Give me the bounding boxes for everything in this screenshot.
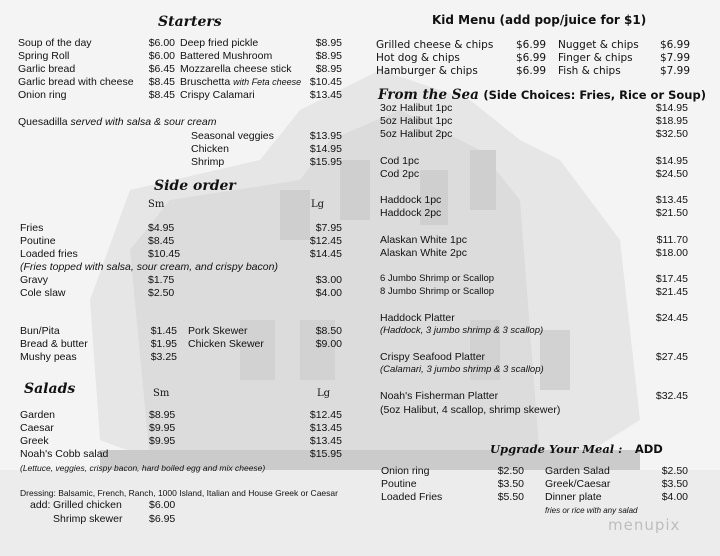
kid-item-price: $6.99: [516, 39, 547, 51]
starter-price: $6.00: [148, 37, 175, 49]
side-sm-price: $1.75: [148, 274, 175, 286]
upgrade-heading: [490, 440, 663, 458]
upgrade-price: $3.50: [497, 478, 524, 490]
starter-price: $8.95: [315, 37, 342, 49]
sea-item-name: 5oz Halibut 1pc: [380, 115, 453, 127]
sea-item-name: 3oz Halibut 1pc: [380, 102, 453, 114]
sea-item-name: Cod 2pc: [380, 168, 420, 180]
kid-item-price: $6.99: [516, 65, 547, 77]
cobb-salad-note: (Lettuce, veggies, crispy bacon, hard boiled egg and mix cheese): [20, 463, 266, 473]
sea-item-name: 6 Jumbo Shrimp or Scallop: [380, 273, 495, 284]
haddock-platter-note: (Haddock, 3 jumbo shrimp & 3 scallop): [380, 325, 544, 336]
side-sm-price: $2.50: [148, 287, 175, 299]
fisherman-platter-note: (5oz Halibut, 4 scallop, shrimp skewer): [380, 404, 561, 416]
starter-price: $8.95: [315, 63, 342, 75]
starter-name: Mozzarella cheese stick: [180, 63, 292, 75]
starter-name: Garlic bread: [18, 63, 76, 75]
upgrade-title: Upgrade Your Meal :: [490, 442, 623, 456]
upgrade-price: $2.50: [661, 465, 688, 477]
upgrade-price: $5.50: [497, 491, 524, 503]
starter-price: $8.45: [148, 76, 175, 88]
upgrade-name: Poutine: [381, 478, 417, 490]
quesadilla-option: Shrimp: [191, 156, 225, 168]
menupix-watermark: menupix: [608, 516, 681, 534]
starter-name: Bruschetta: [180, 76, 231, 88]
upgrade-name: Greek/Caesar: [545, 478, 611, 490]
upgrade-name: Loaded Fries: [381, 491, 443, 503]
extra-name: Chicken Skewer: [188, 338, 264, 350]
upgrade-name: Onion ring: [381, 465, 430, 477]
salad-lg-price: $12.45: [309, 409, 342, 421]
sea-item-name: Haddock Platter: [380, 312, 455, 324]
quesadilla-price: $14.95: [309, 143, 342, 155]
add-price: $6.95: [149, 513, 176, 525]
side-name: Fries: [20, 222, 44, 234]
extra-price: $3.25: [150, 351, 177, 363]
add-name: Grilled chicken: [53, 499, 122, 511]
side-sm-price: $4.95: [148, 222, 175, 234]
sea-item-price: $11.70: [656, 234, 688, 246]
kid-item-price: $7.99: [659, 52, 690, 64]
starter-name: Garlic bread with cheese: [18, 76, 134, 88]
quesadilla-price: $15.95: [309, 156, 342, 168]
sea-item-price: $17.45: [655, 273, 688, 285]
salad-name: Caesar: [20, 422, 54, 434]
kid-item-price: $7.99: [659, 65, 690, 77]
salad-name: Garden: [20, 409, 56, 421]
upgrade-name: Dinner plate: [545, 491, 602, 503]
sea-item-name: Alaskan White 2pc: [380, 247, 467, 259]
upgrade-name: Garden Salad: [545, 465, 610, 477]
salad-name: Greek: [20, 435, 49, 447]
sea-title: From the Sea: [378, 87, 479, 103]
starter-name: Spring Roll: [18, 50, 70, 62]
salads-heading: Salads: [24, 381, 76, 397]
side-order-heading: Side order: [154, 178, 236, 194]
sea-item-price: $18.00: [655, 247, 688, 259]
cobb-salad-name: Noah's Cobb salad: [20, 448, 109, 460]
quesadilla-name: Quesadilla: [18, 116, 68, 128]
sea-item-price: $27.45: [655, 351, 688, 363]
kid-item-name: Grilled cheese & chips: [376, 39, 494, 51]
side-sm-label: Sm: [148, 199, 165, 210]
side-lg-price: $4.00: [315, 287, 342, 299]
salads-lg-label: Lg: [317, 388, 331, 399]
sea-item-price: $32.45: [655, 390, 688, 402]
side-lg-price: $7.95: [315, 222, 342, 234]
starter-price: $8.45: [148, 89, 175, 101]
extra-price: $1.45: [150, 325, 177, 337]
sea-item-price: $24.50: [655, 168, 688, 180]
side-name: Poutine: [20, 235, 56, 247]
sea-item-name: Alaskan White 1pc: [380, 234, 467, 246]
sea-item-price: $32.50: [655, 128, 688, 140]
side-sm-price: $8.45: [148, 235, 175, 247]
add-label: add:: [30, 499, 51, 511]
sea-item-name: Noah's Fisherman Platter: [380, 390, 499, 402]
kid-item-name: Fish & chips: [558, 65, 621, 77]
upgrade-add-label: ADD: [634, 442, 663, 456]
dinner-plate-note: fries or rice with any salad: [545, 506, 638, 515]
quesadilla-line: [18, 116, 216, 128]
sea-item-price: $21.50: [655, 207, 688, 219]
extra-price: $9.00: [315, 338, 342, 350]
sea-item-price: $21.45: [655, 286, 688, 298]
side-name: Loaded fries: [20, 248, 78, 260]
upgrade-price: $2.50: [497, 465, 524, 477]
add-price: $6.00: [149, 499, 176, 511]
side-name: Cole slaw: [20, 287, 66, 299]
sea-subtitle: (Side Choices: Fries, Rice or Soup): [483, 88, 706, 102]
loaded-fries-note: (Fries topped with salsa, sour cream, and crispy bacon): [20, 261, 278, 273]
kid-item-price: $6.99: [516, 52, 547, 64]
extra-price: $8.50: [315, 325, 342, 337]
salad-lg-price: $13.45: [309, 422, 342, 434]
cobb-salad-price: $15.95: [309, 448, 342, 460]
sea-item-price: $18.95: [655, 115, 688, 127]
dressing-note: Dressing: Balsamic, French, Ranch, 1000 Island, Italian and House Greek or Caesar: [20, 488, 338, 498]
starter-note: with Feta cheese: [233, 77, 302, 87]
side-name: Gravy: [20, 274, 49, 286]
sea-item-name: 5oz Halibut 2pc: [380, 128, 453, 140]
side-lg-price: $3.00: [315, 274, 342, 286]
starter-price: $13.45: [309, 89, 342, 101]
extra-name: Mushy peas: [20, 351, 77, 363]
starter-price: $8.95: [315, 50, 342, 62]
quesadilla-option: Chicken: [191, 143, 229, 155]
kid-item-price: $6.99: [659, 39, 690, 51]
sea-item-name: Crispy Seafood Platter: [380, 351, 486, 363]
salad-sm-price: $8.95: [149, 409, 176, 421]
starter-price: $6.45: [148, 63, 175, 75]
kid-item-name: Hamburger & chips: [376, 65, 478, 77]
starter-name: Battered Mushroom: [180, 50, 273, 62]
side-lg-label: Lg: [311, 199, 325, 210]
starter-price: $6.00: [148, 50, 175, 62]
kid-item-name: Nugget & chips: [558, 39, 639, 51]
crispy-platter-note: (Calamari, 3 jumbo shrimp & 3 scallop): [380, 364, 544, 375]
sea-item-price: $24.45: [655, 312, 688, 324]
salad-sm-price: $9.95: [149, 435, 176, 447]
starter-name-bruschetta: [180, 76, 301, 88]
side-lg-price: $12.45: [309, 235, 342, 247]
side-sm-price: $10.45: [148, 248, 181, 260]
side-lg-price: $14.45: [309, 248, 342, 260]
kid-item-name: Finger & chips: [558, 52, 633, 64]
kid-item-name: Hot dog & chips: [376, 52, 460, 64]
starters-heading: Starters: [158, 14, 222, 30]
extra-name: Bun/Pita: [20, 325, 60, 337]
quesadilla-price: $13.95: [309, 130, 342, 142]
upgrade-price: $3.50: [661, 478, 688, 490]
quesadilla-note: served with salsa & sour cream: [70, 116, 217, 128]
starter-name: Soup of the day: [18, 37, 92, 49]
extra-price: $1.95: [150, 338, 177, 350]
starter-price: $10.45: [309, 76, 342, 88]
extra-name: Pork Skewer: [188, 325, 248, 337]
upgrade-price: $4.00: [661, 491, 688, 503]
salad-lg-price: $13.45: [309, 435, 342, 447]
starter-name: Deep fried pickle: [180, 37, 259, 49]
quesadilla-option: Seasonal veggies: [191, 130, 274, 142]
sea-item-name: Haddock 1pc: [380, 194, 442, 206]
salad-sm-price: $9.95: [149, 422, 176, 434]
kid-menu-heading: Kid Menu (add pop/juice for $1): [432, 13, 647, 27]
starter-name: Crispy Calamari: [180, 89, 255, 101]
extra-name: Bread & butter: [20, 338, 88, 350]
sea-item-price: $14.95: [655, 102, 688, 114]
sea-item-price: $13.45: [655, 194, 688, 206]
add-name: Shrimp skewer: [53, 513, 123, 525]
starter-name: Onion ring: [18, 89, 67, 101]
sea-item-name: Haddock 2pc: [380, 207, 442, 219]
sea-item-price: $14.95: [655, 155, 688, 167]
salads-sm-label: Sm: [153, 388, 170, 399]
sea-item-name: 8 Jumbo Shrimp or Scallop: [380, 286, 495, 297]
sea-item-name: Cod 1pc: [380, 155, 420, 167]
